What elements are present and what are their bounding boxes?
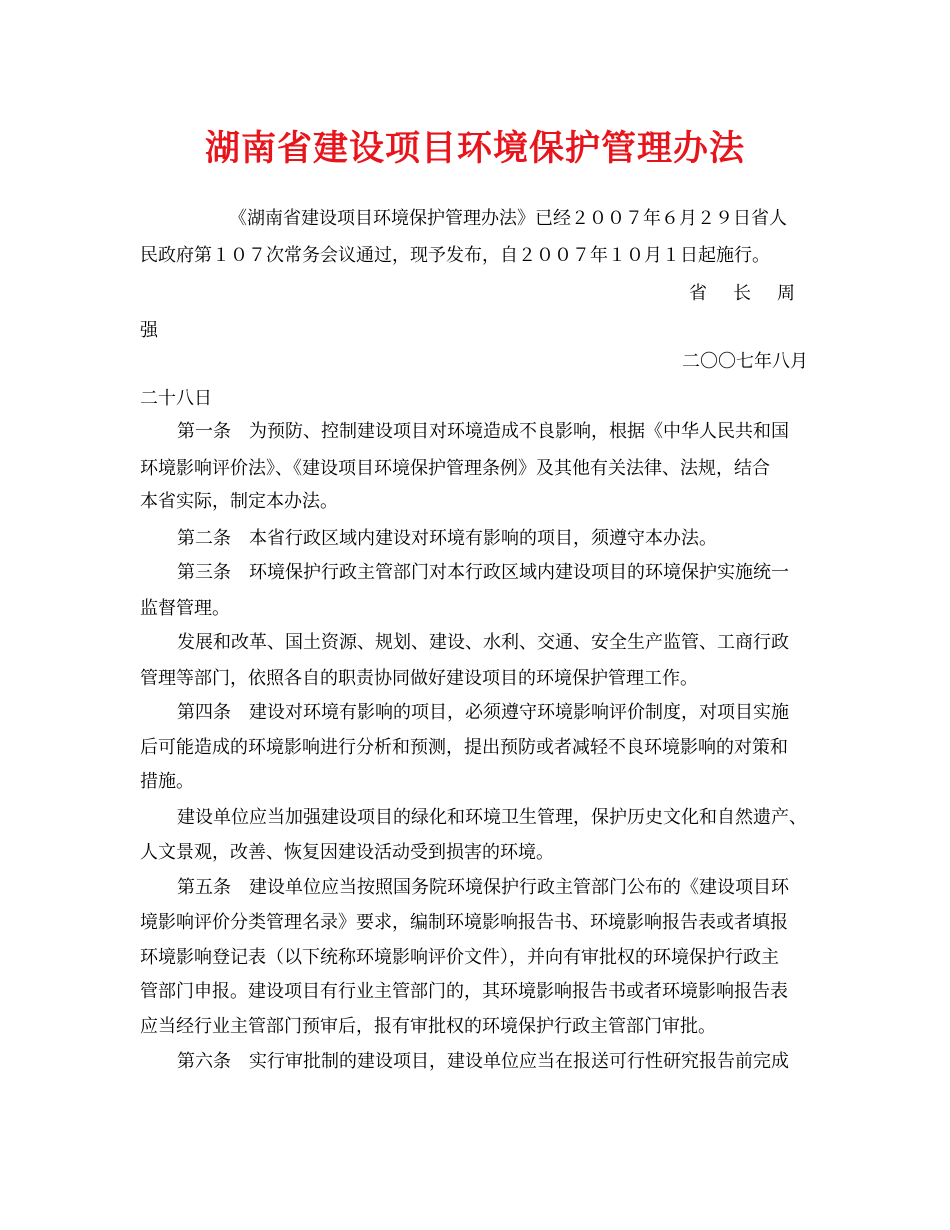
body-line: 环境影响评价法》、《建设项目环境保护管理条例》及其他有关法律、法规，结合 bbox=[140, 458, 770, 479]
body-line: 发展和改革、国土资源、规划、建设、水利、交通、安全生产监管、工商行政 bbox=[177, 632, 789, 653]
body-line: 后可能造成的环境影响进行分析和预测，提出预防或者减轻不良环境影响的对策和 bbox=[140, 737, 788, 758]
body-line: 境影响评价分类管理名录》要求，编制环境影响报告书、环境影响报告表或者填报 bbox=[140, 912, 788, 933]
body-line: 第二条 本省行政区域内建设对环境有影响的项目，须遵守本办法。 bbox=[177, 528, 717, 549]
date-line: 二〇〇七年八月 bbox=[682, 351, 808, 372]
body-line: 管部门申报。建设项目有行业主管部门的，其环境影响报告书或者环境影响报告表 bbox=[140, 981, 788, 1002]
body-line: 环境影响登记表（以下统称环境影响评价文件），并向有审批权的环境保护行政主 bbox=[140, 947, 779, 968]
body-line: 第三条 环境保护行政主管部门对本行政区域内建设项目的环境保护实施统一 bbox=[177, 562, 789, 583]
body-line: 第五条 建设单位应当按照国务院环境保护行政主管部门公布的《建设项目环 bbox=[177, 877, 789, 898]
body-line: 建设单位应当加强建设项目的绿化和环境卫生管理，保护历史文化和自然遗产、 bbox=[177, 807, 807, 828]
signature-char: 长 bbox=[733, 283, 751, 304]
body-line: 人文景观，改善、恢复因建设活动受到损害的环境。 bbox=[140, 842, 554, 863]
body-line: 监督管理。 bbox=[140, 598, 230, 619]
body-line: 措施。 bbox=[140, 771, 194, 792]
document-title: 湖南省建设项目环境保护管理办法 bbox=[204, 128, 745, 169]
date-line-continued: 二十八日 bbox=[140, 388, 212, 409]
signature-title bbox=[140, 281, 808, 307]
body-line: 第六条 实行审批制的建设项目，建设单位应当在报送可行性研究报告前完成 bbox=[177, 1051, 789, 1072]
signature-name-tail: 强 bbox=[140, 320, 158, 341]
body-line: 应当经行业主管部门预审后，报有审批权的环境保护行政主管部门审批。 bbox=[140, 1016, 716, 1037]
body-line: 本省实际，制定本办法。 bbox=[140, 491, 338, 512]
body-line: 第四条 建设对环境有影响的项目，必须遵守环境影响评价制度，对项目实施 bbox=[177, 702, 789, 723]
signature-char: 周 bbox=[777, 283, 795, 304]
body-line: 管理等部门，依照各自的职责协同做好建设项目的环境保护管理工作。 bbox=[140, 668, 698, 689]
body-line: 第一条 为预防、控制建设项目对环境造成不良影响，根据《中华人民共和国 bbox=[177, 421, 789, 442]
preamble-line: 民政府第１０７次常务会议通过，现予发布，自２００７年１０月１日起施行。 bbox=[140, 245, 770, 266]
preamble-line: 《湖南省建设项目环境保护管理办法》已经２００７年６月２９日省人 bbox=[229, 208, 787, 229]
signature-char: 省 bbox=[689, 283, 707, 304]
